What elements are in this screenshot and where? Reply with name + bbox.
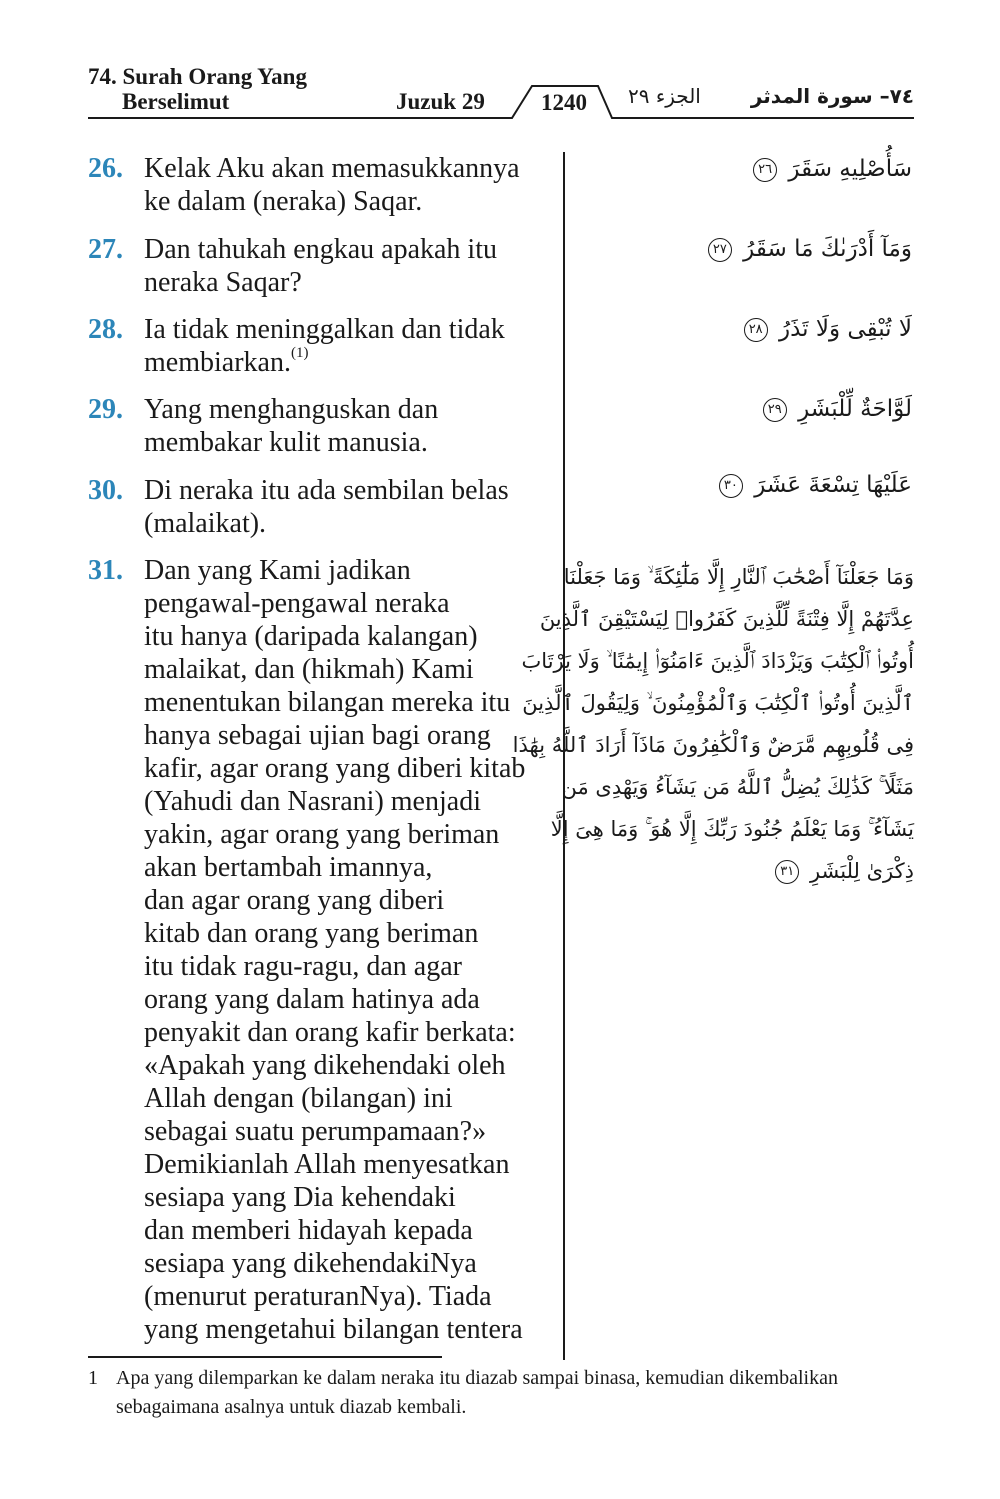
verse-line: yang mengetahui bilangan tentera (144, 1314, 523, 1345)
verse-line: yakin, agar orang yang beriman (144, 819, 500, 850)
verse-line: pengawal-pengawal neraka (144, 588, 450, 619)
arabic-line: وَمَا جَعَلْنَآ أَصْحَٰبَ ٱلنَّارِ إِلَّا مَلَٰٓئِكَةً ۙ وَمَا جَعَلْنَا (563, 565, 914, 589)
verse-line: penyakit dan orang kafir berkata: (144, 1017, 516, 1048)
juz-arabic-label: الجزء ٢٩ (628, 84, 701, 108)
arabic-line: ٱلَّذِينَ أُوتُوا۟ ٱلْكِتَٰبَ وَٱلْمُؤْمِنُونَ ۙ وَلِيَقُولَ ٱلَّذِينَ (522, 691, 914, 715)
verse-text (144, 393, 564, 459)
arabic-line: عِدَّتَهُمْ إِلَّا فِتْنَةً لِّلَّذِينَ كَفَرُوا۟ لِيَسْتَيْقِنَ ٱلَّذِينَ (539, 607, 914, 631)
verse-number: 30. (88, 475, 123, 506)
verse-line: (Yahudi dan Nasrani) menjadi (144, 786, 481, 817)
verse-text (144, 152, 564, 218)
ayah-marker: ٢٨ (744, 318, 768, 342)
arabic-verse-31 (512, 556, 914, 892)
verse-line: (malaikat). (144, 508, 267, 539)
verse-line: Di neraka itu ada sembilan belas (144, 475, 509, 506)
arabic-text: ذِكْرَىٰ لِلْبَشَرِ (809, 859, 914, 883)
verse-number: 26. (88, 153, 123, 184)
verse-line: Kelak Aku akan memasukkannya (144, 153, 520, 184)
surah-arabic-title: ٧٤– سورة المدثر (750, 84, 914, 108)
verse-line: membakar kulit manusia. (144, 427, 428, 458)
verse-line: akan bertambah imannya, (144, 852, 433, 883)
verse-text (144, 313, 564, 379)
page-number: 1240 (541, 90, 587, 115)
arabic-verse-29 (763, 396, 912, 422)
arabic-line: يَشَآءُ ۚ وَمَا يَعْلَمُ جُنُودَ رَبِّكَ إِلَّا هُوَ ۚ وَمَا هِىَ إِلَّا (550, 817, 914, 841)
verse-line: Dan tahukah engkau apakah itu (144, 234, 497, 265)
footnote-number: 1 (88, 1367, 98, 1389)
verse-line: malaikat, dan (hikmah) Kami (144, 654, 474, 685)
verse-line: (menurut peraturanNya). Tiada (144, 1281, 492, 1312)
verse-line: sesiapa yang Dia kehendaki (144, 1182, 456, 1213)
verse-number: 31. (88, 555, 123, 586)
verse-line-text: membiarkan. (144, 347, 291, 378)
verse-line: sesiapa yang dikehendakiNya (144, 1248, 477, 1279)
arabic-verse-30 (719, 472, 912, 498)
verse-line: menentukan bilangan mereka itu (144, 687, 511, 718)
footnote-text (116, 1364, 916, 1422)
verse-line: orang yang dalam hatinya ada (144, 984, 480, 1015)
verse-line: ke dalam (neraka) Saqar. (144, 186, 423, 217)
arabic-text: عَلَيْهَا تِسْعَةَ عَشَرَ (754, 472, 912, 498)
surah-title-line2: Berselimut (122, 89, 230, 114)
verse-line: dan memberi hidayah kepada (144, 1215, 473, 1246)
footnote-line: sebagaimana asalnya untuk diazab kembali. (116, 1396, 467, 1418)
arabic-text: سَأُصْلِيهِ سَقَرَ (788, 156, 912, 182)
verse-line (144, 346, 564, 379)
verse-line: Ia tidak meninggalkan dan tidak (144, 314, 505, 345)
footnote-line: Apa yang dilemparkan ke dalam neraka itu diazab sampai binasa, kemudian dikembalikan (116, 1367, 838, 1389)
ayah-marker: ٣٠ (719, 474, 743, 498)
arabic-line: أُوتُوا۟ ٱلْكِتَٰبَ وَيَزْدَادَ ٱلَّذِينَ ءَامَنُوٓا۟ إِيمَٰنًا ۙ وَلَا يَرْتَابَ (521, 649, 914, 673)
verse-text (144, 474, 564, 540)
ayah-marker: ٢٦ (753, 158, 777, 182)
arabic-verse-26 (753, 156, 912, 182)
arabic-text: لَا تُبْقِى وَلَا تَذَرُ (778, 316, 912, 342)
verse-number: 29. (88, 394, 123, 425)
verse-line: kafir, agar orang yang diberi kitab (144, 753, 526, 784)
footnote-rule (88, 1356, 442, 1358)
ayah-marker: ٣١ (775, 860, 799, 884)
verse-line: hanya sebagai ujian bagi orang (144, 720, 491, 751)
verse-line: itu tidak ragu-ragu, dan agar (144, 951, 462, 982)
ayah-marker: ٢٧ (708, 238, 732, 262)
verse-line: dan agar orang yang diberi (144, 885, 445, 916)
surah-title-line1: 74. Surah Orang Yang (88, 64, 307, 89)
arabic-line-last (604, 850, 914, 892)
footnote-ref[interactable]: (1) (290, 345, 309, 361)
juzuk-label: Juzuk 29 (396, 89, 485, 114)
arabic-text: لَوَّاحَةٌ لِّلْبَشَرِ (798, 396, 912, 422)
arabic-line: مَثَلًا ۚ كَذَٰلِكَ يُضِلُّ ٱللَّهُ مَن يَشَآءُ وَيَهْدِى مَن (561, 775, 914, 799)
verse-text (144, 554, 564, 1346)
verse-line: «Apakah yang dikehendaki oleh (144, 1050, 506, 1081)
arabic-line: فِى قُلُوبِهِم مَّرَضٌ وَٱلْكَٰفِرُونَ مَاذَآ أَرَادَ ٱللَّهُ بِهَٰذَا (512, 733, 914, 757)
verse-line: kitab dan orang yang beriman (144, 918, 479, 949)
verse-line: sebagai suatu perumpamaan?» (144, 1116, 487, 1147)
header-rule (0, 0, 1000, 130)
verse-line: Yang menghanguskan dan (144, 394, 439, 425)
verse-line: Dan yang Kami jadikan (144, 555, 411, 586)
verse-line: Allah dengan (bilangan) ini (144, 1083, 453, 1114)
arabic-verse-28 (744, 316, 912, 342)
verse-line: itu hanya (daripada kalangan) (144, 621, 478, 652)
verse-number: 28. (88, 314, 123, 345)
verse-line: neraka Saqar? (144, 267, 302, 298)
verse-line: Demikianlah Allah menyesatkan (144, 1149, 510, 1180)
verse-number: 27. (88, 234, 123, 265)
arabic-verse-27 (708, 236, 912, 262)
ayah-marker: ٢٩ (763, 398, 787, 422)
verse-text (144, 233, 564, 299)
arabic-text: وَمَآ أَدْرَىٰكَ مَا سَقَرُ (743, 236, 912, 262)
